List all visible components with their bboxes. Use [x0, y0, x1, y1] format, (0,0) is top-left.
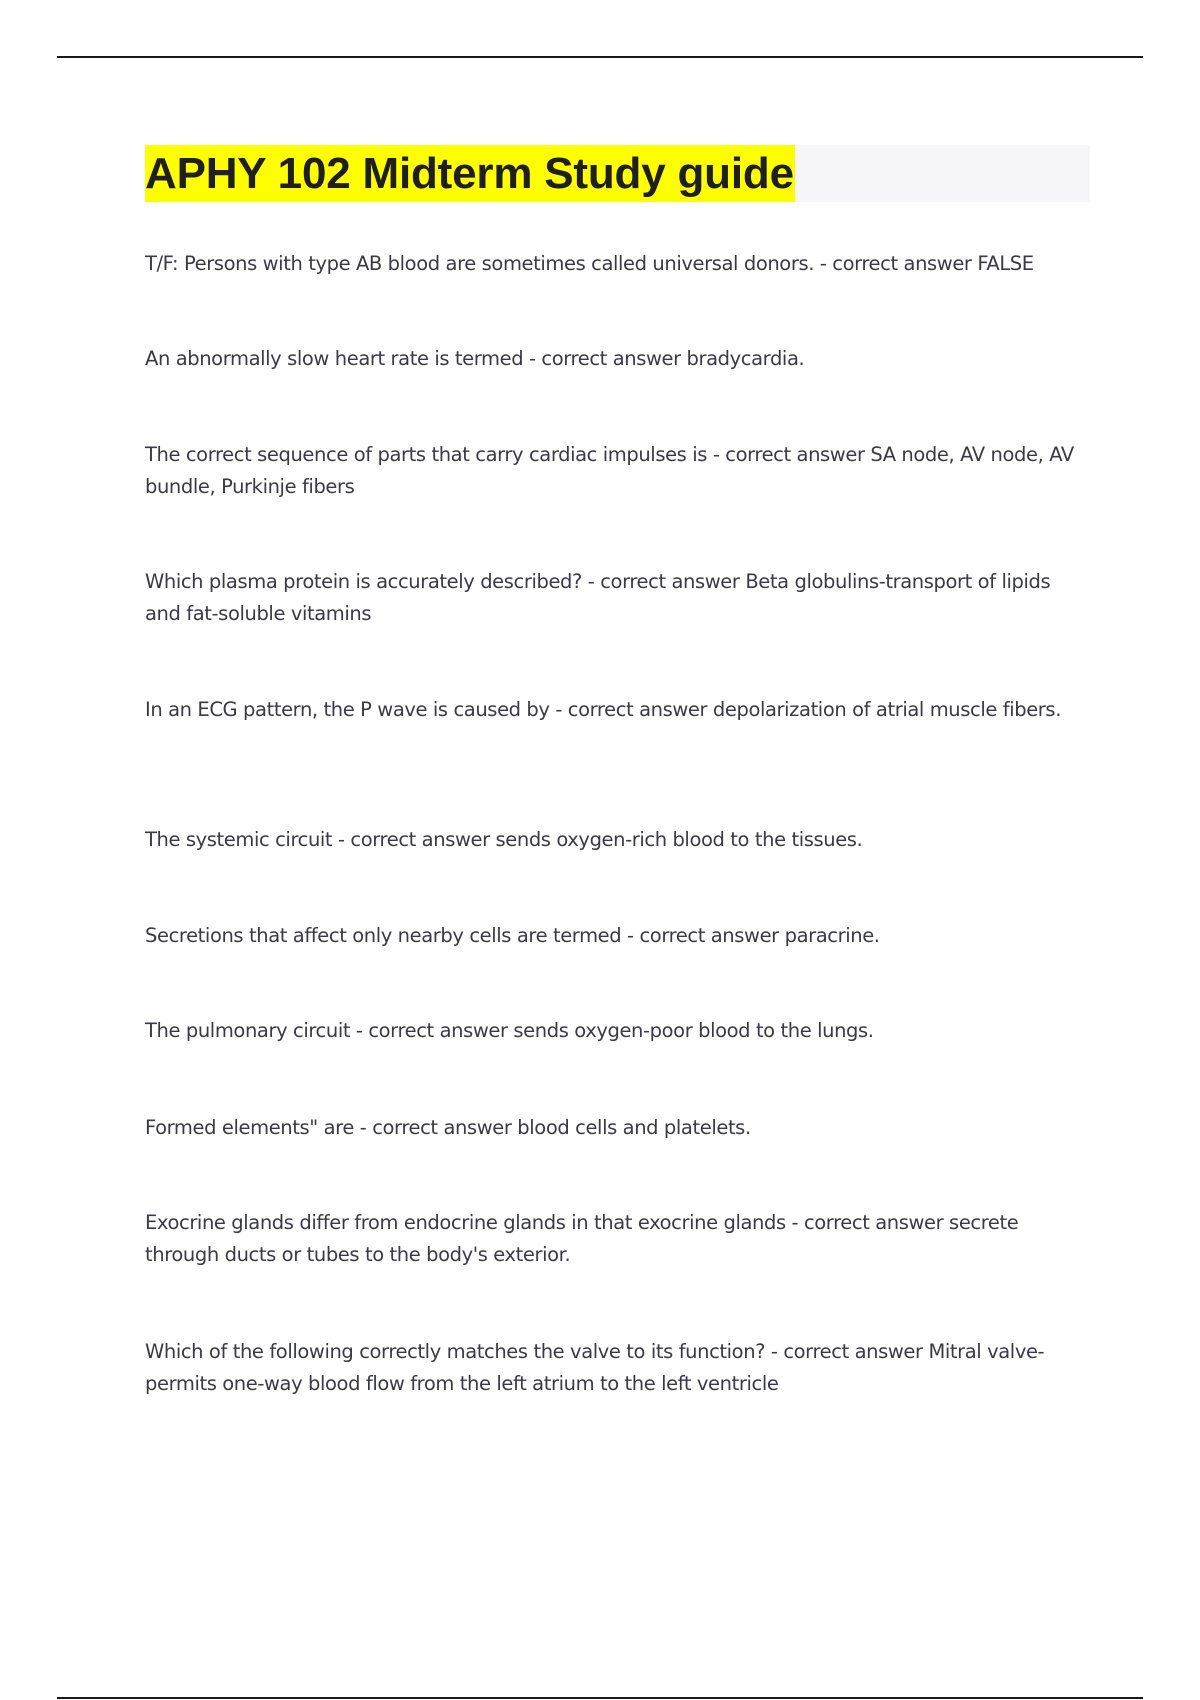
bottom-rule [57, 1697, 1143, 1699]
qa-item-1: T/F: Persons with type AB blood are sometimes called universal donors. - correct answer FALSE [145, 252, 1034, 275]
title-block [145, 145, 1090, 202]
qa-item-5: In an ECG pattern, the P wave is caused by - correct answer depolarization of atrial muscle fibers. [145, 698, 1061, 721]
qa-item-8: The pulmonary circuit - correct answer sends oxygen-poor blood to the lungs. [145, 1019, 874, 1042]
qa-item-6: The systemic circuit - correct answer sends oxygen-rich blood to the tissues. [145, 828, 863, 851]
document-title: APHY 102 Midterm Study guide [145, 145, 795, 202]
qa-item-4: Which plasma protein is accurately described? - correct answer Beta globulins-transport of lipids and fat-soluble vitamins [145, 570, 1051, 625]
qa-item-10: Exocrine glands differ from endocrine glands in that exocrine glands - correct answer secrete through ducts or tubes to the body's exterior. [145, 1211, 1019, 1266]
qa-item-7: Secretions that affect only nearby cells are termed - correct answer paracrine. [145, 924, 880, 947]
qa-item-3: The correct sequence of parts that carry cardiac impulses is - correct answer SA node, AV node, AV bundle, Purkinje fibers [145, 443, 1074, 498]
qa-item-11: Which of the following correctly matches the valve to its function? - correct answer Mitral valve-permits one-way blood flow from the left atrium to the left ventricle [145, 1340, 1045, 1395]
document-body [145, 145, 1090, 202]
qa-item-2: An abnormally slow heart rate is termed - correct answer bradycardia. [145, 347, 805, 370]
qa-item-9: Formed elements" are - correct answer blood cells and platelets. [145, 1116, 751, 1139]
top-rule [57, 56, 1143, 58]
